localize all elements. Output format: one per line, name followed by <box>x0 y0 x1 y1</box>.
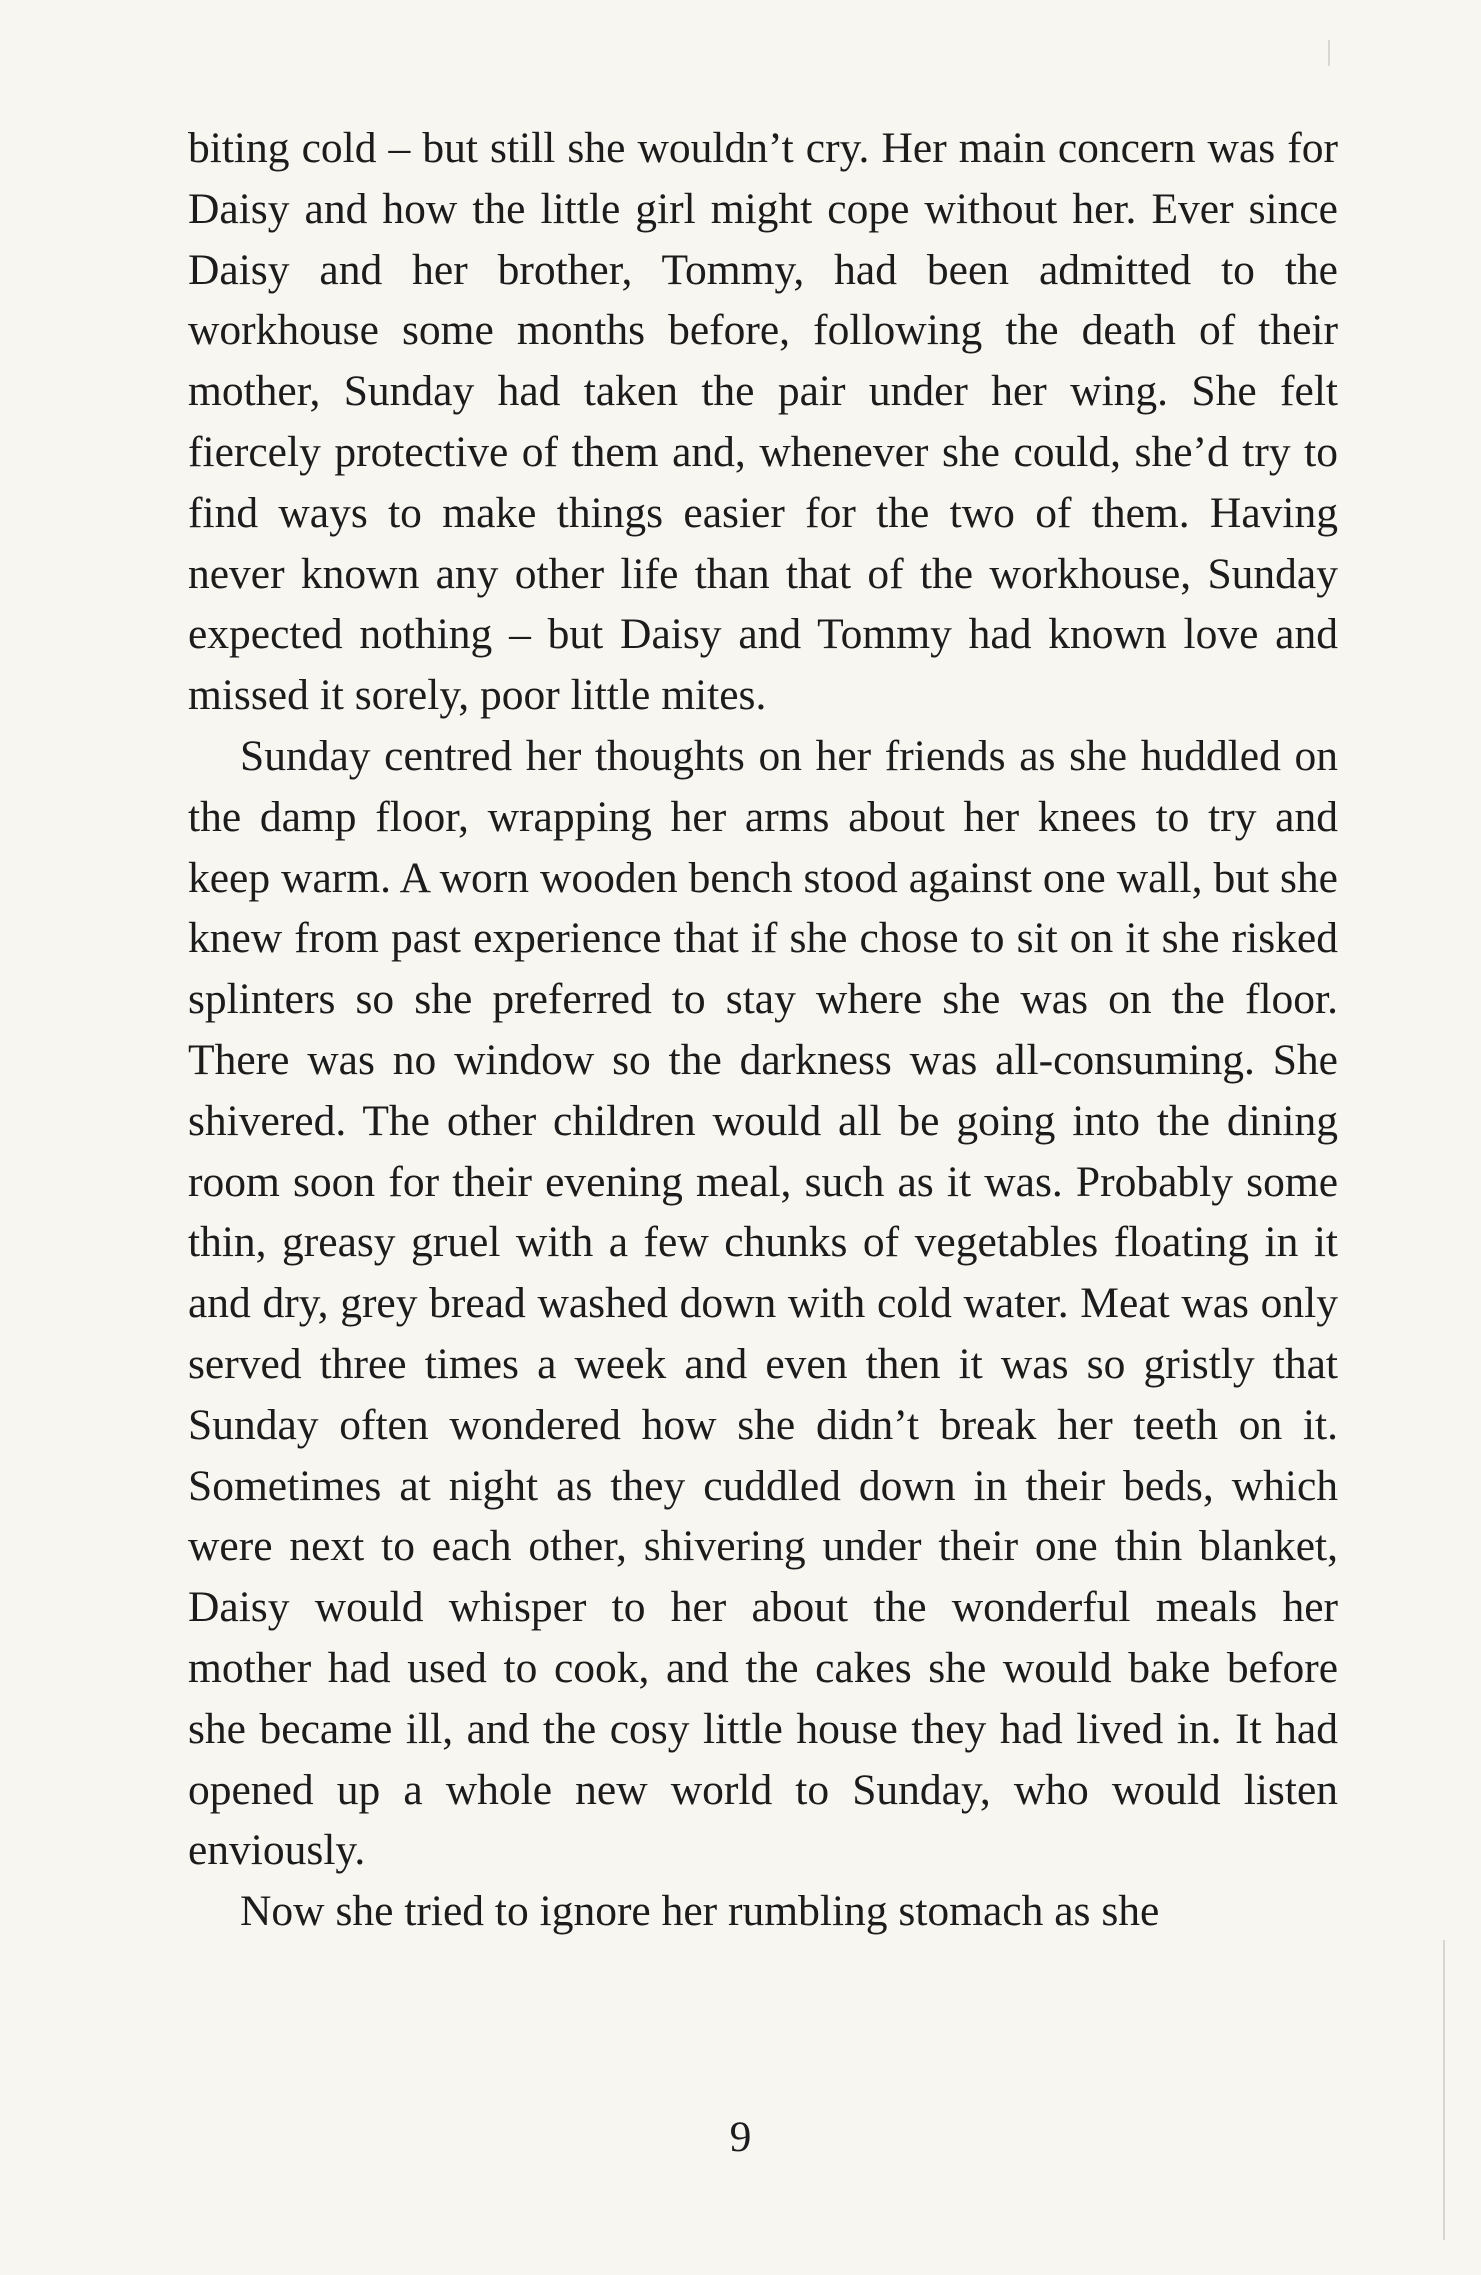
page-number: 9 <box>729 2113 752 2161</box>
scan-crease-mark <box>1443 1940 1445 2240</box>
paragraph: Now she tried to ignore her rumbling stomach as she <box>240 1887 1160 1936</box>
paragraph: biting cold – but still she wouldn’t cry. Her main concern was for Daisy and how the little girl might cope without her. Ever since Daisy and her brother, Tommy, had been admitted to the workhouse some months before, following the death of their mother, Sunday had taken the pair under her wing. She felt fiercely protective of them and, whenever she could, she’d try to find ways to make things easier for the two of them. Having never known any other life than that of the workhouse, Sunday expected nothing – but Daisy and Tommy had known love and missed it sorely, poor little mites. <box>188 124 1338 720</box>
paragraph: Sunday centred her thoughts on her friends as she huddled on the damp floor, wrapping her arms about her knees to try and keep warm. A worn wooden bench stood against one wall, but she knew from past experience that if she chose to sit on it she risked splinters so she preferred to stay where she was on the floor. There was no window so the darkness was all-consuming. She shivered. The other children would all be going into the dining room soon for their evening meal, such as it was. Probably some thin, greasy gruel with a few chunks of vegetables floating in it and dry, grey bread washed down with cold water. Meat was only served three times a week and even then it was so gristly that Sunday often wondered how she didn’t break her teeth on it. Sometimes at night as they cuddled down in their beds, which were next to each other, shivering under their one thin blanket, Daisy would whisper to her about the wonderful meals her mother had used to cook, and the cakes she would bake before she became ill, and the cosy little house they had lived in. It had opened up a whole new world to Sunday, who would listen enviously. <box>188 731 1338 1875</box>
scan-crease-mark <box>1328 40 1330 66</box>
body-text <box>188 118 1338 1942</box>
